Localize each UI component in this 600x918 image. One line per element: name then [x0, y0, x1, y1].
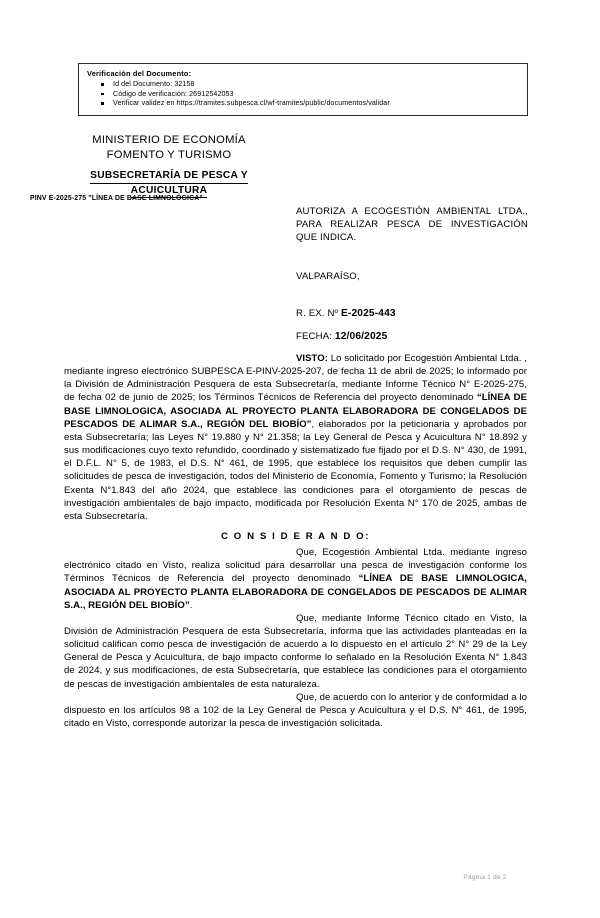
- subsecretaria-block: [38, 169, 300, 198]
- verification-item-url: [87, 99, 519, 109]
- visto-project-name: “LÍNEA DE BASE LIMNOLOGICA, ASOCIADA AL PROYECTO PLANTA ELABORADORA DE CONGELADOS DE PESCADOS DE ALIMAR S.A., REGIÓN DEL BIOBÍO”: [64, 392, 527, 430]
- document-body: [64, 352, 527, 730]
- resolution-date-line: [296, 331, 528, 342]
- resolution-number-line: [296, 308, 528, 319]
- visto-paragraph: [64, 352, 527, 523]
- verification-item-id: [87, 80, 519, 90]
- date-value: 12/06/2025: [334, 330, 388, 342]
- considerando-paragraph-2: [64, 612, 527, 691]
- bullet-icon: [101, 102, 104, 105]
- project-reference: PINV E-2025-275 "LÍNEA DE BASE LIMNOLÓGICA": [30, 195, 203, 202]
- page-footer: Página 1 de 2: [463, 874, 507, 881]
- document-subject: AUTORIZA A ECOGESTIÓN AMBIENTAL LTDA., PARA REALIZAR PESCA DE INVESTIGACIÓN QUE INDICA.: [296, 206, 528, 244]
- ministry-line-2: FOMENTO Y TURISMO: [106, 148, 232, 161]
- considerando-1-text-part-2: .: [189, 599, 193, 611]
- date-label: FECHA:: [296, 330, 335, 342]
- considerando-paragraph-1: [64, 546, 527, 612]
- verification-item-text: Código de verificación: 26912542053: [113, 89, 234, 98]
- considerando-1-project-name: “LÍNEA DE BASE LIMNOLOGICA, ASOCIADA AL PROYECTO PLANTA ELABORADORA DE CONGELADOS DE PESCADOS DE ALIMAR S.A., REGIÓN DEL BIOBÍO”: [64, 573, 527, 611]
- visto-text-part-1: Lo solicitado por Ecogestión Ambiental Ltda. , mediante ingreso electrónico SUBPESCA E-PINV-2025-207, de fecha 11 de abril de 2025; lo informado por la División de Administración Pesquera de esta Subsecretaría, mediante Informe Técnico N° E-2025-275, de fecha 02 de junio de 2025; los Términos Técnicos de Referencia del proyecto denominado: [64, 353, 527, 404]
- bullet-icon: [101, 93, 104, 96]
- spacer: [64, 523, 527, 526]
- considerando-1-text-part-1: Que, Ecogestión Ambiental Ltda. mediante ingreso electrónico citado en Visto, realiza solicitud para desarrollar una pesca de investigación conforme los Términos Técnicos de Referencia del proyecto denominado: [64, 547, 527, 585]
- verification-item-text: Id del Documento: 32158: [113, 80, 195, 88]
- letterhead: [30, 133, 300, 202]
- considerando-2-text: Que, mediante Informe Técnico citado en Visto, la División de Administración Pesquera de esta Subsecretaría, informa que las actividades planteadas en la solicitud califican como pesca de investigación de acuerdo a lo dispuesto en el artículo 2° N° 29 de la Ley General de Pesca y Acuicultura, de bajo impacto conforme lo señalado en la Resolución Exenta N° 1.843 de 2024, y sus modificaciones, de esta Subsecretaría, que establece las condiciones para el otorgamiento de pescas de investigación ambientales de esta naturaleza.: [64, 612, 527, 690]
- resolution-label: R. EX. Nº: [296, 307, 341, 319]
- visto-label: VISTO:: [296, 353, 328, 364]
- considerando-heading: C O N S I D E R A N D O:: [220, 531, 371, 543]
- subsecretaria-line-2: ACUICULTURA: [131, 184, 208, 198]
- verification-title: Verificación del Documento:: [87, 69, 192, 78]
- visto-text-part-2: , elaborados por la peticionaria y aprobados por esta Subsecretaría; las Leyes N° 19.880 y N° 21.358; la Ley General de Pesca y Acuicultura N° 18.892 y sus modificaciones cuyo texto refundido, coordinado y sistematizado fue fijado por el D.S. N° 430, de 1991, el D.F.L. N° 5, de 1983, el D.S. N° 461, de 1995, que establece los requisitos que deben cumplir las solicitudes de pesca de investigación, todos del Ministerio de Economía, Fomento y Turismo; la Resolución Exenta N°1.843 del año 2024, que establece las condiciones para el otorgamiento de pescas de investigación ambientales de bajo impacto, modificada por Resolución Exenta N° 170 de 2025, ambas de esta Subsecretaría.: [64, 418, 527, 522]
- ministry-line-1: MINISTERIO DE ECONOMÍA: [92, 134, 246, 146]
- header-right-column: [296, 205, 528, 342]
- bullet-icon: [101, 83, 104, 86]
- verification-list: [87, 80, 519, 109]
- verification-item-code: [87, 90, 519, 100]
- verification-box: [78, 63, 528, 116]
- considerando-3-text: Que, de acuerdo con lo anterior y de conformidad a lo dispuesto en los artículos 98 a 102 de la Ley General de Pesca y Acuicultura y el D.S. N° 461, de 1995, citado en Visto, corresponde autorizar la pesca de investigación solicitada.: [64, 691, 527, 730]
- place-line: VALPARAÍSO,: [296, 270, 360, 282]
- verification-item-text: Verificar validez en https://tramites.subpesca.cl/wf-tramites/public/documentos/validar: [113, 99, 390, 108]
- considerando-paragraph-3: [64, 691, 527, 730]
- resolution-number: E-2025-443: [341, 307, 396, 319]
- subsecretaria-line-1: SUBSECRETARÍA DE PESCA Y: [90, 169, 248, 183]
